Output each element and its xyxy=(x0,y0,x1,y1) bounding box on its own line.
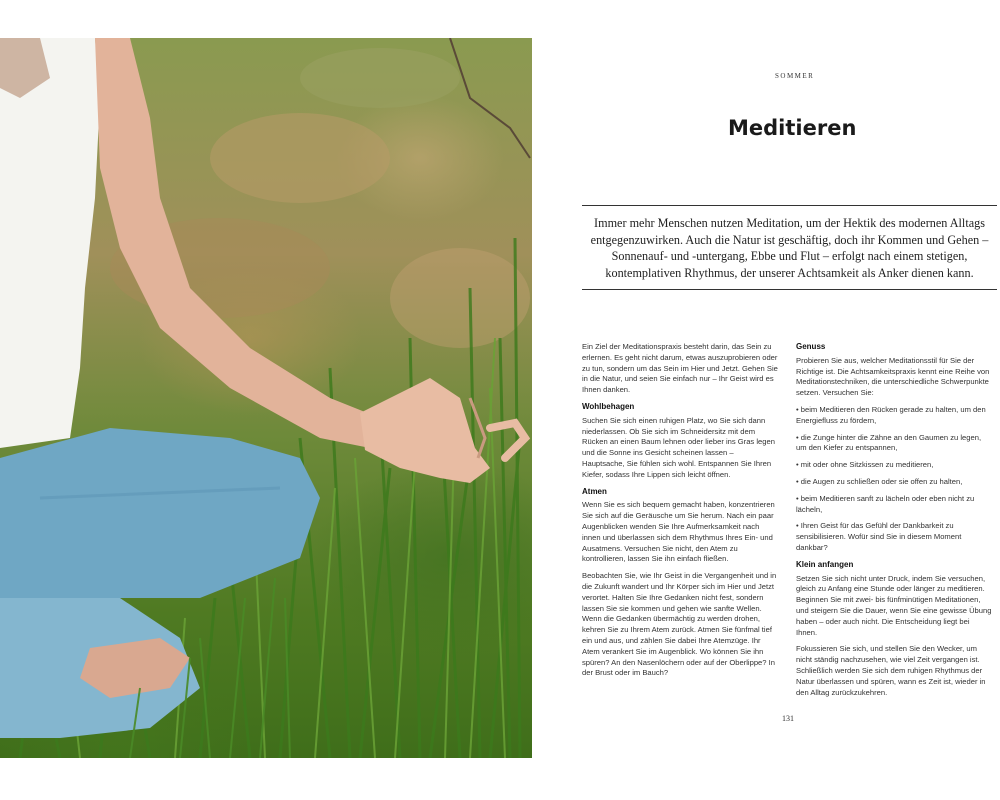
heading-atmen: Atmen xyxy=(582,486,607,496)
intro-top-rule xyxy=(582,205,997,206)
list-item: • beim Meditieren sanft zu lächeln oder eben nicht zu lächeln, xyxy=(796,494,992,516)
intro-text: Immer mehr Menschen nutzen Meditation, um der Hektik des modernen Alltags entgegenzuwirken. Auch die Natur ist geschäftig, doch ihr Kommen und Gehen – Sonnenauf- und -untergang, Ebbe und Flut – erfolgt nach einem stetigen, kontemplativen Rhythmus, der unserer Achtsamkeit als Anker dienen kann. xyxy=(590,216,989,280)
list-item: • die Zunge hinter die Zähne an den Gaumen zu legen, um den Kiefer zu entspannen, xyxy=(796,433,992,455)
right-paragraph-3: Fokussieren Sie sich, und stellen Sie den Wecker, um nicht ständig nachzusehen, wie viel Zeit vergangen ist. Schließlich werden Sie sich dem ruhigen Rhythmus der Natur überlassen und spüren, wann es Zeit ist, wieder in den Alltag zurückzukehren. xyxy=(796,644,986,697)
left-column xyxy=(582,342,778,685)
page-title: Meditieren xyxy=(728,116,857,140)
meditation-photo-illustration xyxy=(0,38,532,758)
technique-list xyxy=(796,405,992,554)
list-item: • mit oder ohne Sitzkissen zu meditieren, xyxy=(796,460,992,471)
page-number: 131 xyxy=(782,714,794,723)
heading-wohlbehagen: Wohlbehagen xyxy=(582,401,635,411)
list-item: • Ihren Geist für das Gefühl der Dankbarkeit zu sensibilisieren. Wofür sind Sie in diesem Moment dankbar? xyxy=(796,521,992,553)
intro-bottom-rule xyxy=(582,289,997,290)
meditation-photo xyxy=(0,38,532,758)
list-item: • die Augen zu schließen oder sie offen zu halten, xyxy=(796,477,992,488)
heading-klein-anfangen: Klein anfangen xyxy=(796,559,854,569)
section-label: SOMMER xyxy=(775,72,815,80)
left-paragraph-2: Suchen Sie sich einen ruhigen Platz, wo Sie sich dann niederlassen. Ob Sie sich im Schneidersitz mit dem Rücken an einen Baum lehnen oder lieber ins Gras legen und die Sonne ins Gesicht scheinen lassen – Hauptsache, Sie fühlen sich wohl. Entspannen Sie Ihren Kiefer, sodass Ihre Lippen sich leicht öffnen. xyxy=(582,415,775,479)
left-paragraph-4: Beobachten Sie, wie Ihr Geist in die Vergangenheit und in die Zukunft wandert und Ihr Körper sich im Hier und Jetzt verortet. Halten Sie Ihre Gedanken nicht fest, sondern lassen Sie sie kommen und gehen wie sanfte Wellen. Wenn die Gedanken übermächtig zu werden drohen, kehren Sie zu Ihrem Atem zurück. Atmen Sie fünfmal tief ein und aus, und zählen Sie dabei Ihre Atemzüge. Ihr Atem verankert Sie im Augenblick. Wo können Sie ihn spüren? An den Nasenlöchern oder auf der Oberlippe? In der Brust oder im Bauch? xyxy=(582,571,777,678)
right-paragraph-2: Setzen Sie sich nicht unter Druck, indem Sie versuchen, gleich zu Anfang eine Stunde oder länger zu meditieren. Beginnen Sie mit zwei- bis fünfminütigen Meditationen, und steigern Sie die Dauer, wenn Sie eine gewisse Übung haben – oder auch nicht. Die Entscheidung liegt bei Ihnen. xyxy=(796,573,992,637)
right-paragraph-1: Probieren Sie aus, welcher Meditationsstil für Sie der Richtige ist. Die Achtsamkeitspraxis kennt eine Reihe von Meditationstechniken, die unterschiedliche Schwerpunkte setzen. Versuchen Sie: xyxy=(796,355,990,398)
list-item: • beim Meditieren den Rücken gerade zu halten, um den Energiefluss zu fördern, xyxy=(796,405,992,427)
left-paragraph-3: Wenn Sie es sich bequem gemacht haben, konzentrieren Sie sich auf die Geräusche um Sie herum. Nach ein paar Augenblicken wenden Sie Ihre Aufmerksamkeit nach innen und überlassen sich dem Rhythmus Ihres Ein- und Ausatmens. Versuchen Sie nicht, den Atem zu kontrollieren, lassen Sie ihn einfach fließen. xyxy=(582,500,775,564)
heading-genuss: Genuss xyxy=(796,342,826,351)
right-column xyxy=(796,342,992,704)
left-paragraph-1: Ein Ziel der Meditationspraxis besteht darin, das Sein zu erlernen. Es geht nicht darum, etwas auszuprobieren oder zu tun, sondern um das Sein im Hier und Jetzt. Gehen Sie in die Natur, und seien Sie einfach nur – Ihr Geist wird es Ihnen danken. xyxy=(582,342,778,395)
text-page xyxy=(532,0,1000,800)
